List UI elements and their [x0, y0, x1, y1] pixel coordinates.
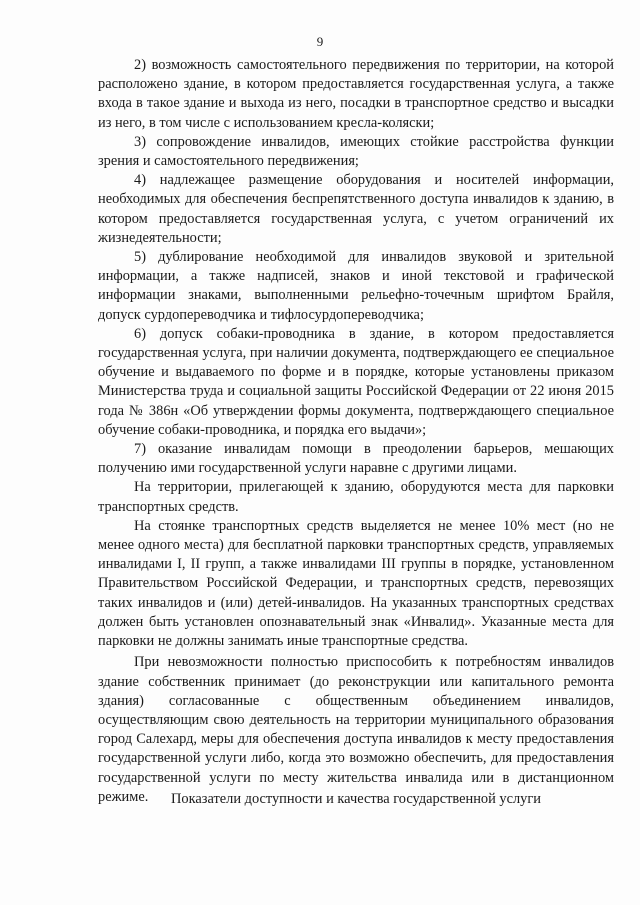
paragraph-item-2: 2) возможность самостоятельного передвижения по территории, на которой расположено здание, в котором предоставляется государственная услуга, а также входа в такое здание и выхода из него, посадки в транспортное средство и высадки из него, в том числе с использованием кресла-коляски;: [98, 57, 614, 131]
paragraph-building-adaptation: При невозможности полностью приспособить к потребностям инвалидов здание собственник принимает (до реконструкции или капитального ремонта здания) согласованные с общественным объединением инвалидов, осуществляющим свою деятельность на территории муниципального образования город Салехард, меры для обеспечения доступа инвалидов к месту предоставления государственной услуги либо, когда это возможно обеспечить, для предоставления государственной услуги по месту жительства инвалида или в дистанционном режиме.: [98, 654, 614, 805]
document-body: [98, 56, 614, 807]
paragraph-item-6: 6) допуск собаки-проводника в здание, в котором предоставляется государственная услуга, при наличии документа, подтверждающего ее специальное обучение и выдаваемого по форме и в порядке, которые установлены приказом Министерства труда и социальной защиты Российской Федерации от 22 июня 2015 года № 386н «Об утверждении формы документа, подтверждающего специальное обучение собаки-проводника, и порядка его выдачи»;: [98, 325, 614, 438]
section-heading: Показатели доступности и качества государственной услуги: [171, 791, 541, 807]
page-number: 9: [316, 34, 324, 49]
paragraph-item-3: 3) сопровождение инвалидов, имеющих стойкие расстройства функции зрения и самостоятельного передвижения;: [98, 133, 614, 170]
paragraph-item-4: 4) надлежащее размещение оборудования и носителей информации, необходимых для обеспечения беспрепятственного доступа инвалидов к зданию, в котором предоставляется государственная услуга, с учетом ограничений их жизнедеятельности;: [98, 172, 614, 246]
paragraph-parking-spaces: На стоянке транспортных средств выделяется не менее 10% мест (но не менее одного места) для бесплатной парковки транспортных средств, управляемых инвалидами I, II групп, а также инвалидами III группы в порядке, установленном Правительством Российской Федерации, и транспортных средств, перевозящих таких инвалидов и (или) детей-инвалидов. На указанных транспортных средствах должен быть установлен опознавательный знак «Инвалид». Указанные места для парковки не должны занимать иные транспортные средства.: [98, 517, 614, 650]
paragraph-item-5: 5) дублирование необходимой для инвалидов звуковой и зрительной информации, а также надписей, знаков и иной текстовой и графической информации знаками, выполненными рельефно-точечным шрифтом Брайля, допуск сурдопереводчика и тифлосурдопереводчика;: [98, 249, 614, 323]
paragraph-parking-area: На территории, прилегающей к зданию, оборудуются места для парковки транспортных средств.: [98, 479, 614, 515]
paragraph-item-7: 7) оказание инвалидам помощи в преодолении барьеров, мешающих получению ими государственной услуги наравне с другими лицами.: [98, 441, 614, 477]
